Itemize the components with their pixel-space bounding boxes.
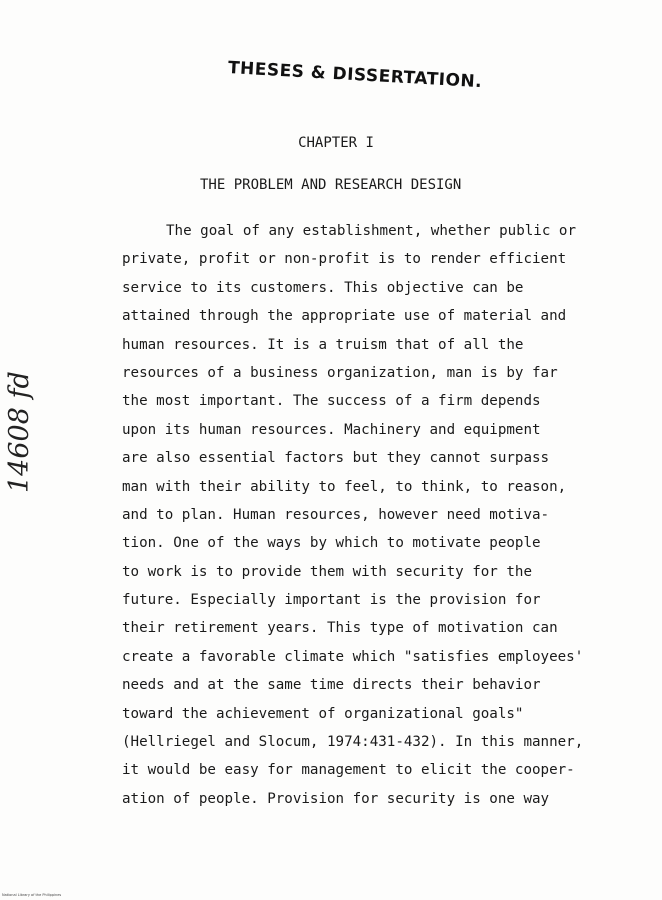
- text-line: their retirement years. This type of motivation can: [122, 620, 558, 637]
- chapter-title: THE PROBLEM AND RESEARCH DESIGN: [200, 177, 462, 193]
- handwritten-accession-note: 14608 fd: [4, 371, 35, 493]
- text-line: tion. One of the ways by which to motivate people: [122, 535, 541, 552]
- body-paragraph: [122, 217, 602, 813]
- text-line: human resources. It is a truism that of all the: [122, 336, 524, 353]
- chapter-number: CHAPTER I: [298, 135, 374, 151]
- text-line: to work is to provide them with security for the: [122, 563, 532, 580]
- text-line: are also essential factors but they cannot surpass: [122, 450, 550, 467]
- text-line: ation of people. Provision for security is one way: [122, 790, 550, 807]
- text-line: service to its customers. This objective can be: [122, 279, 524, 296]
- theses-dissertation-stamp: THESES & DISSERTATION.: [227, 58, 483, 93]
- text-line: the most important. The success of a firm depends: [122, 393, 541, 410]
- text-line: man with their ability to feel, to think, to reason,: [122, 478, 567, 495]
- text-line: toward the achievement of organizational goals": [122, 705, 524, 722]
- text-line: it would be easy for management to elicit the cooper-: [122, 762, 575, 779]
- library-footer: National Library of the Philippines: [2, 893, 62, 897]
- text-line: resources of a business organization, man is by far: [122, 364, 558, 381]
- text-line: create a favorable climate which "satisfies employees': [122, 648, 584, 665]
- text-line: attained through the appropriate use of material and: [122, 308, 567, 325]
- text-line: upon its human resources. Machinery and equipment: [122, 421, 541, 438]
- text-line: future. Especially important is the provision for: [122, 592, 541, 609]
- text-line: and to plan. Human resources, however need motiva-: [122, 506, 550, 523]
- text-line: The goal of any establishment, whether public or: [166, 223, 576, 239]
- text-line: private, profit or non-profit is to render efficient: [122, 251, 567, 268]
- text-line: needs and at the same time directs their behavior: [122, 677, 541, 694]
- text-line: (Hellriegel and Slocum, 1974:431-432). In this manner,: [122, 734, 584, 751]
